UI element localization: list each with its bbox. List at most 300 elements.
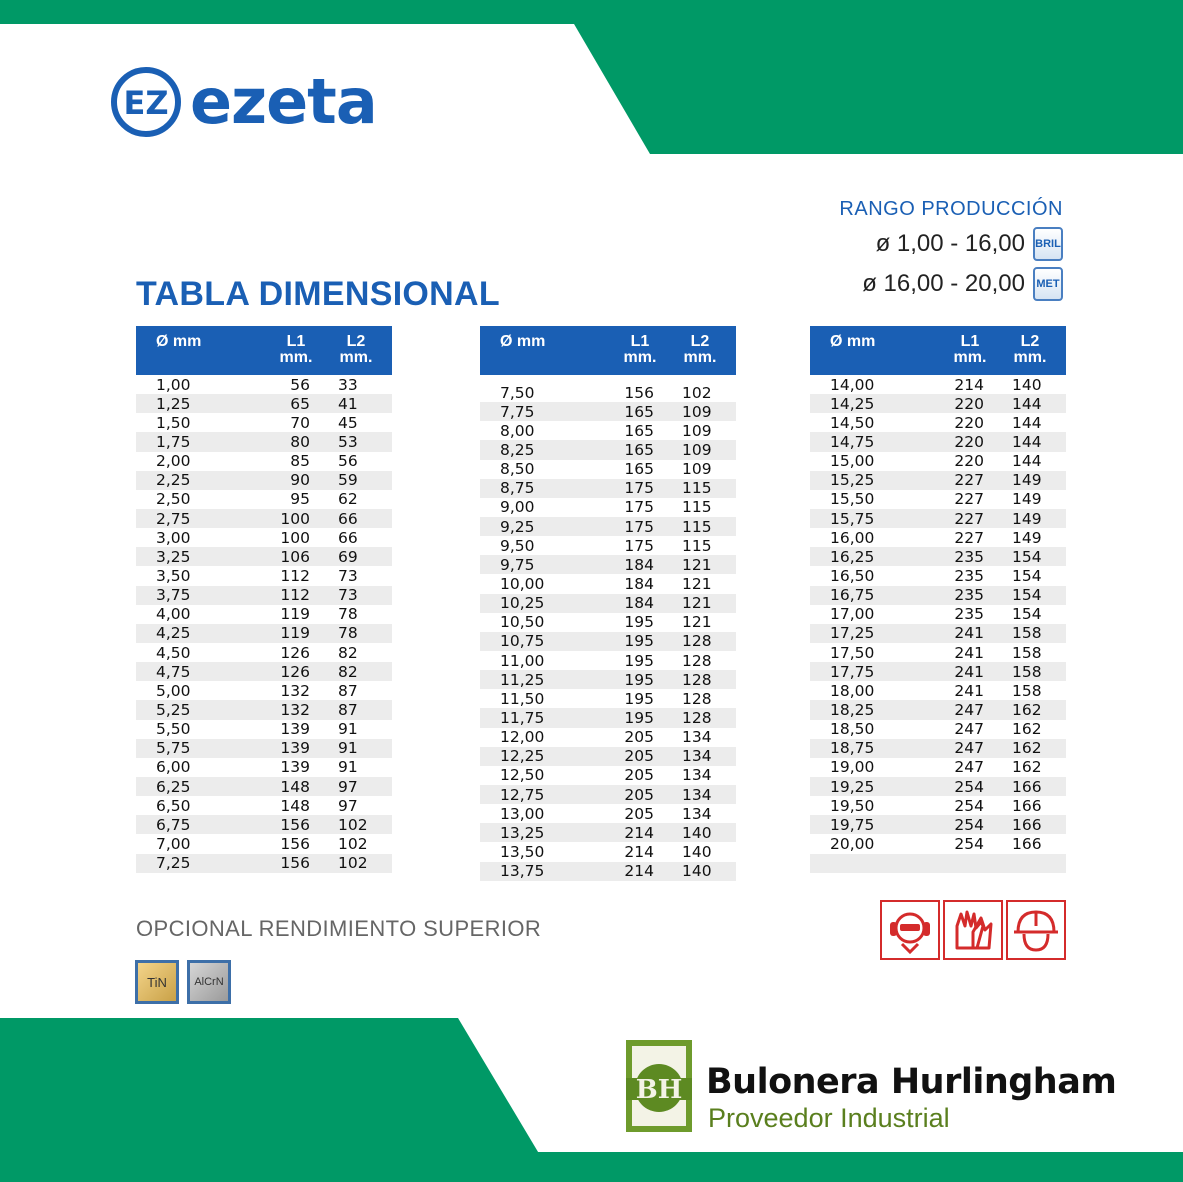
cell-diameter: 3,50 [156, 566, 191, 585]
met-badge: MET [1033, 267, 1063, 301]
header-diameter: Ø mm [156, 333, 202, 350]
cell-diameter: 6,75 [156, 815, 191, 834]
cell-l1: 227 [954, 490, 984, 509]
table-row [136, 547, 392, 566]
cell-diameter: 11,00 [500, 651, 545, 670]
table-row [810, 452, 1066, 471]
table-row [136, 509, 392, 528]
cell-l1: 241 [954, 662, 984, 681]
cell-l2: 115 [682, 479, 712, 498]
table-row [480, 440, 736, 459]
cell-diameter: 6,00 [156, 758, 191, 777]
table-row [480, 421, 736, 440]
cell-l2: 121 [682, 555, 712, 574]
table-row [136, 394, 392, 413]
table-row [136, 720, 392, 739]
optional-label: OPCIONAL RENDIMIENTO SUPERIOR [136, 916, 542, 941]
cell-l2: 73 [338, 586, 358, 605]
cell-l2: 128 [682, 632, 712, 651]
cell-l1: 195 [624, 670, 654, 689]
table-row [480, 747, 736, 766]
cell-l1: 214 [624, 823, 654, 842]
gloves-icon [943, 900, 1003, 960]
ezeta-wordmark: ezeta [190, 65, 377, 138]
cell-l1: 184 [624, 555, 654, 574]
face-shield-earmuffs-icon [880, 900, 940, 960]
cell-l1: 205 [624, 804, 654, 823]
table-row [810, 413, 1066, 432]
cell-l2: 102 [338, 815, 368, 834]
table-row [480, 651, 736, 670]
cell-diameter: 1,75 [156, 432, 191, 451]
cell-l2: 66 [338, 509, 358, 528]
cell-l1: 95 [290, 490, 310, 509]
cell-l1: 184 [624, 594, 654, 613]
table-row [136, 700, 392, 719]
table-row [480, 766, 736, 785]
header-l2: L2 mm. [1013, 333, 1047, 366]
cell-l1: 165 [624, 460, 654, 479]
cell-diameter: 14,00 [830, 375, 875, 394]
cell-l2: 66 [338, 528, 358, 547]
cell-l1: 112 [280, 566, 310, 585]
ezeta-mark-icon [110, 66, 182, 138]
cell-l1: 195 [624, 632, 654, 651]
table-body [136, 375, 392, 873]
cell-diameter: 1,50 [156, 413, 191, 432]
cell-l2: 128 [682, 689, 712, 708]
cell-diameter: 17,25 [830, 624, 875, 643]
table-row [480, 728, 736, 747]
cell-diameter: 2,00 [156, 452, 191, 471]
cell-l2: 91 [338, 720, 358, 739]
cell-l2: 109 [682, 402, 712, 421]
cell-diameter: 7,50 [500, 383, 535, 402]
cell-diameter: 8,00 [500, 421, 535, 440]
cell-diameter: 4,50 [156, 643, 191, 662]
cell-diameter: 16,25 [830, 547, 875, 566]
cell-l2: 149 [1012, 528, 1042, 547]
table-row [136, 566, 392, 585]
table-row [136, 815, 392, 834]
cell-diameter: 2,75 [156, 509, 191, 528]
cell-l1: 156 [280, 815, 310, 834]
cell-l2: 59 [338, 471, 358, 490]
table-row [136, 471, 392, 490]
cell-diameter: 15,50 [830, 490, 875, 509]
cell-diameter: 20,00 [830, 834, 875, 853]
cell-l1: 126 [280, 643, 310, 662]
cell-diameter: 1,25 [156, 394, 191, 413]
cell-l2: 162 [1012, 720, 1042, 739]
cell-l2: 62 [338, 490, 358, 509]
cell-l2: 134 [682, 747, 712, 766]
cell-l2: 91 [338, 739, 358, 758]
cell-l2: 78 [338, 624, 358, 643]
cell-l2: 121 [682, 574, 712, 593]
table-row [810, 624, 1066, 643]
cell-diameter: 8,25 [500, 440, 535, 459]
cell-l2: 115 [682, 517, 712, 536]
cell-l1: 80 [290, 432, 310, 451]
cell-l2: 154 [1012, 547, 1042, 566]
cell-l1: 165 [624, 421, 654, 440]
cell-diameter: 11,50 [500, 689, 545, 708]
cell-diameter: 3,25 [156, 547, 191, 566]
dimension-table-1 [136, 326, 392, 873]
cell-diameter: 5,25 [156, 700, 191, 719]
header-l1: L1 mm. [953, 333, 987, 366]
cell-l2: 134 [682, 766, 712, 785]
svg-text:EZ: EZ [123, 84, 169, 122]
cell-l2: 149 [1012, 471, 1042, 490]
header-l1: L1 mm. [623, 333, 657, 366]
cell-diameter: 10,25 [500, 594, 545, 613]
cell-l2: 78 [338, 605, 358, 624]
cell-l2: 82 [338, 643, 358, 662]
cell-diameter: 2,25 [156, 471, 191, 490]
table-row [136, 605, 392, 624]
cell-l1: 100 [280, 509, 310, 528]
cell-diameter: 2,50 [156, 490, 191, 509]
alcrn-coating-badge: AlCrN [187, 960, 231, 1004]
cell-l1: 235 [954, 605, 984, 624]
cell-diameter: 13,75 [500, 862, 545, 881]
cell-l1: 139 [280, 720, 310, 739]
cell-l1: 247 [954, 720, 984, 739]
table-row [136, 452, 392, 471]
cell-l1: 165 [624, 402, 654, 421]
header-l2: L2 mm. [683, 333, 717, 366]
cell-l2: 144 [1012, 452, 1042, 471]
cell-l2: 69 [338, 547, 358, 566]
rango-value: ø 16,00 - 20,00 [862, 270, 1025, 297]
cell-l1: 205 [624, 785, 654, 804]
cell-diameter: 18,25 [830, 700, 875, 719]
cell-diameter: 16,00 [830, 528, 875, 547]
table-row [136, 854, 392, 873]
cell-l1: 175 [624, 517, 654, 536]
table-row [480, 383, 736, 402]
table-row [480, 842, 736, 861]
cell-l1: 235 [954, 566, 984, 585]
table-row [480, 823, 736, 842]
cell-diameter: 7,75 [500, 402, 535, 421]
cell-l1: 247 [954, 758, 984, 777]
cell-diameter: 3,75 [156, 586, 191, 605]
cell-diameter: 18,00 [830, 681, 875, 700]
header-diameter: Ø mm [500, 333, 546, 350]
table-row [480, 689, 736, 708]
table-row [480, 708, 736, 727]
cell-diameter: 19,00 [830, 758, 875, 777]
cell-diameter: 14,75 [830, 432, 875, 451]
table-row [810, 566, 1066, 585]
cell-l2: 144 [1012, 413, 1042, 432]
cell-diameter: 13,50 [500, 842, 545, 861]
cell-l1: 205 [624, 747, 654, 766]
cell-diameter: 12,00 [500, 728, 545, 747]
cell-diameter: 14,25 [830, 394, 875, 413]
table-row [136, 758, 392, 777]
header-l2: L2 mm. [339, 333, 373, 366]
cell-diameter: 4,25 [156, 624, 191, 643]
cell-diameter: 4,00 [156, 605, 191, 624]
cell-l1: 132 [280, 700, 310, 719]
cell-l2: 140 [682, 842, 712, 861]
header-l1: L1 mm. [279, 333, 313, 366]
cell-l2: 115 [682, 498, 712, 517]
cell-diameter: 6,25 [156, 777, 191, 796]
cell-l1: 70 [290, 413, 310, 432]
cell-diameter: 19,25 [830, 777, 875, 796]
cell-l1: 241 [954, 624, 984, 643]
cell-l1: 100 [280, 528, 310, 547]
table-row [810, 815, 1066, 834]
cell-diameter: 11,75 [500, 708, 545, 727]
helmet-icon [1006, 900, 1066, 960]
table-row [136, 624, 392, 643]
cell-l2: 97 [338, 777, 358, 796]
cell-l2: 140 [682, 823, 712, 842]
table-row [136, 796, 392, 815]
cell-l2: 162 [1012, 700, 1042, 719]
cell-l1: 148 [280, 796, 310, 815]
cell-l2: 109 [682, 421, 712, 440]
cell-l2: 140 [1012, 375, 1042, 394]
cell-l2: 166 [1012, 834, 1042, 853]
cell-l2: 166 [1012, 815, 1042, 834]
cell-diameter: 12,25 [500, 747, 545, 766]
cell-l2: 162 [1012, 739, 1042, 758]
rango-produccion [839, 198, 1063, 301]
cell-diameter: 16,75 [830, 586, 875, 605]
table-header [480, 326, 736, 375]
cell-diameter: 6,50 [156, 796, 191, 815]
cell-l2: 158 [1012, 643, 1042, 662]
table-row [136, 375, 392, 394]
cell-l1: 241 [954, 681, 984, 700]
table-row [480, 785, 736, 804]
cell-l1: 247 [954, 739, 984, 758]
cell-l1: 235 [954, 586, 984, 605]
table-row [480, 460, 736, 479]
cell-l1: 90 [290, 471, 310, 490]
cell-l1: 254 [954, 815, 984, 834]
cell-l2: 56 [338, 452, 358, 471]
cell-l1: 156 [280, 834, 310, 853]
table-row [480, 804, 736, 823]
cell-diameter: 7,25 [156, 854, 191, 873]
cell-l1: 220 [954, 413, 984, 432]
cell-l2: 158 [1012, 662, 1042, 681]
cell-l1: 195 [624, 708, 654, 727]
cell-l1: 175 [624, 536, 654, 555]
cell-l2: 149 [1012, 490, 1042, 509]
cell-diameter: 19,75 [830, 815, 875, 834]
bril-badge: BRIL [1033, 227, 1063, 261]
cell-diameter: 19,50 [830, 796, 875, 815]
cell-l2: 162 [1012, 758, 1042, 777]
cell-l1: 156 [624, 383, 654, 402]
cell-diameter: 8,75 [500, 479, 535, 498]
svg-text:BH: BH [635, 1075, 683, 1105]
table-header [136, 326, 392, 375]
cell-l2: 53 [338, 432, 358, 451]
cell-diameter: 17,75 [830, 662, 875, 681]
rango-value: ø 1,00 - 16,00 [875, 230, 1025, 257]
cell-l1: 220 [954, 432, 984, 451]
cell-l2: 102 [338, 854, 368, 873]
table-row [480, 613, 736, 632]
cell-l2: 134 [682, 785, 712, 804]
cell-l2: 128 [682, 651, 712, 670]
table-body [480, 375, 736, 881]
table-row [810, 471, 1066, 490]
cell-l2: 134 [682, 804, 712, 823]
cell-l2: 154 [1012, 566, 1042, 585]
cell-diameter: 5,75 [156, 739, 191, 758]
cell-l2: 45 [338, 413, 358, 432]
cell-diameter: 15,25 [830, 471, 875, 490]
cell-l1: 85 [290, 452, 310, 471]
cell-l2: 154 [1012, 586, 1042, 605]
table-row [810, 547, 1066, 566]
table-row [480, 670, 736, 689]
cell-l1: 241 [954, 643, 984, 662]
cell-l1: 214 [954, 375, 984, 394]
table-row [810, 528, 1066, 547]
cell-diameter: 10,00 [500, 574, 545, 593]
table-row [480, 574, 736, 593]
table-row [810, 490, 1066, 509]
dimension-table-2 [480, 326, 736, 881]
cell-diameter: 10,50 [500, 613, 545, 632]
table-row [136, 739, 392, 758]
cell-l1: 65 [290, 394, 310, 413]
cell-l1: 175 [624, 498, 654, 517]
cell-l2: 33 [338, 375, 358, 394]
table-row [810, 509, 1066, 528]
cell-l1: 139 [280, 758, 310, 777]
cell-l2: 144 [1012, 394, 1042, 413]
cell-l1: 106 [280, 547, 310, 566]
cell-l1: 247 [954, 700, 984, 719]
tin-coating-badge: TiN [135, 960, 179, 1004]
cell-diameter: 9,25 [500, 517, 535, 536]
table-row [480, 498, 736, 517]
cell-l2: 109 [682, 440, 712, 459]
cell-l1: 126 [280, 662, 310, 681]
table-row [810, 605, 1066, 624]
rango-row [839, 267, 1063, 301]
table-row [810, 586, 1066, 605]
table-row [810, 681, 1066, 700]
table-row [136, 662, 392, 681]
table-row [810, 700, 1066, 719]
cell-diameter: 8,50 [500, 460, 535, 479]
cell-diameter: 1,00 [156, 375, 191, 394]
cell-l1: 254 [954, 834, 984, 853]
cell-l1: 227 [954, 528, 984, 547]
table-title: TABLA DIMENSIONAL [136, 275, 500, 313]
cell-l2: 91 [338, 758, 358, 777]
table-row [810, 432, 1066, 451]
cell-l2: 87 [338, 681, 358, 700]
cell-l1: 139 [280, 739, 310, 758]
table-row [810, 834, 1066, 853]
cell-diameter: 15,75 [830, 509, 875, 528]
cell-l1: 214 [624, 862, 654, 881]
cell-l1: 254 [954, 777, 984, 796]
cell-l1: 148 [280, 777, 310, 796]
cell-l1: 214 [624, 842, 654, 861]
table-row [480, 594, 736, 613]
cell-l2: 109 [682, 460, 712, 479]
cell-l2: 121 [682, 613, 712, 632]
cell-diameter: 18,50 [830, 720, 875, 739]
table-row [480, 555, 736, 574]
dimension-table-3 [810, 326, 1066, 873]
table-row [136, 528, 392, 547]
cell-l2: 140 [682, 862, 712, 881]
table-row [136, 490, 392, 509]
cell-l2: 102 [682, 383, 712, 402]
cell-l1: 165 [624, 440, 654, 459]
cell-diameter: 12,75 [500, 785, 545, 804]
cell-l1: 195 [624, 613, 654, 632]
cell-diameter: 7,00 [156, 834, 191, 853]
cell-l1: 227 [954, 509, 984, 528]
cell-l2: 154 [1012, 605, 1042, 624]
table-body [810, 375, 1066, 873]
header-diameter: Ø mm [830, 333, 876, 350]
table-row [136, 413, 392, 432]
table-header [810, 326, 1066, 375]
cell-l2: 158 [1012, 681, 1042, 700]
cell-l1: 195 [624, 689, 654, 708]
table-row [136, 643, 392, 662]
bottom-green-band [0, 1152, 1183, 1182]
table-row [136, 834, 392, 853]
cell-l2: 82 [338, 662, 358, 681]
cell-l2: 121 [682, 594, 712, 613]
rango-row [839, 227, 1063, 261]
cell-diameter: 3,00 [156, 528, 191, 547]
cell-l1: 205 [624, 728, 654, 747]
dealer-name: Bulonera Hurlingham [706, 1062, 1117, 1102]
table-row [480, 517, 736, 536]
cell-l1: 119 [280, 624, 310, 643]
cell-diameter: 11,25 [500, 670, 545, 689]
cell-l1: 220 [954, 394, 984, 413]
cell-l2: 87 [338, 700, 358, 719]
table-row [480, 479, 736, 498]
cell-l1: 235 [954, 547, 984, 566]
cell-l1: 254 [954, 796, 984, 815]
cell-diameter: 17,00 [830, 605, 875, 624]
cell-l2: 128 [682, 670, 712, 689]
table-row [136, 432, 392, 451]
cell-diameter: 12,50 [500, 766, 545, 785]
cell-l2: 41 [338, 394, 358, 413]
table-row [810, 662, 1066, 681]
cell-l2: 158 [1012, 624, 1042, 643]
table-row [810, 854, 1066, 873]
cell-l2: 134 [682, 728, 712, 747]
cell-diameter: 16,50 [830, 566, 875, 585]
table-row [136, 681, 392, 700]
